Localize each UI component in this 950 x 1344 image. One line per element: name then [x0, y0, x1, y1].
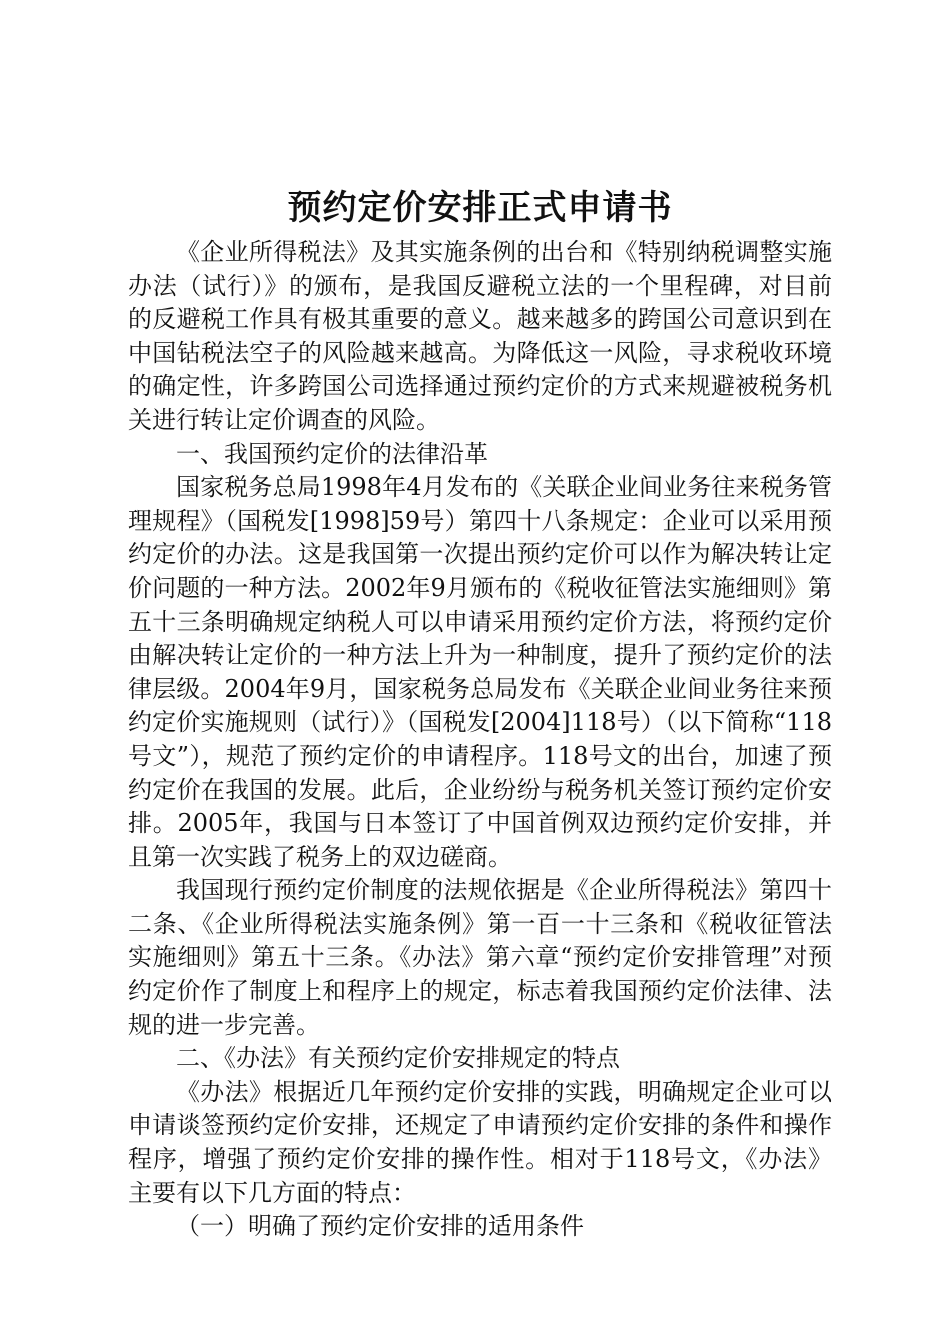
section-heading-2: 二、《办法》有关预约定价安排规定的特点 — [176, 1044, 620, 1073]
legal-basis-paragraph: 我国现行预约定价制度的法规依据是《企业所得税法》第四十二条、《企业所得税法实施条例》第一百一十三条和《税收征管法实施细则》第五十三条。《办法》第六章“预约定价安排管理”对预约定价作了制度上和程序上的规定，标志着我国预约定价法律、法规的进一步完善。 — [128, 876, 832, 1039]
subsection-heading-1: （一）明确了预约定价安排的适用条件 — [176, 1212, 584, 1241]
document-title: 预约定价安排正式申请书 — [287, 188, 673, 228]
intro-paragraph: 《企业所得税法》及其实施条例的出台和《特别纳税调整实施办法（试行）》的颁布，是我国反避税立法的一个里程碑，对目前的反避税工作具有极其重要的意义。越来越多的跨国公司意识到在中国钻税法空子的风险越来越高。为降低这一风险，寻求税收环境的确定性，许多跨国公司选择通过预约定价的方式来规避被税务机关进行转让定价调查的风险。 — [128, 238, 832, 434]
document-page — [128, 182, 832, 1244]
section-heading-1: 一、我国预约定价的法律沿革 — [176, 439, 488, 468]
features-paragraph: 《办法》根据近几年预约定价安排的实践，明确规定企业可以申请谈签预约定价安排，还规定了申请预约定价安排的条件和操作程序，增强了预约定价安排的操作性。相对于118号文，《办法》主要有以下几方面的特点： — [128, 1077, 832, 1207]
history-paragraph: 国家税务总局1998年4月发布的《关联企业间业务往来税务管理规程》（国税发[1998]59号）第四十八条规定：企业可以采用预约定价的办法。这是我国第一次提出预约定价可以作为解决转让定价问题的一种方法。2002年9月颁布的《税收征管法实施细则》第五十三条明确规定纳税人可以申请采用预约定价方法，将预约定价由解决转让定价的一种方法上升为一种制度，提升了预约定价的法律层级。2004年9月，国家税务总局发布《关联企业间业务往来预约定价实施规则（试行）》（国税发[2004]118号）（以下简称“118号文”），规范了预约定价的申请程序。118号文的出台，加速了预约定价在我国的发展。此后，企业纷纷与税务机关签订预约定价安排。2005年，我国与日本签订了中国首例双边预约定价安排，并且第一次实践了税务上的双边磋商。 — [128, 473, 832, 871]
